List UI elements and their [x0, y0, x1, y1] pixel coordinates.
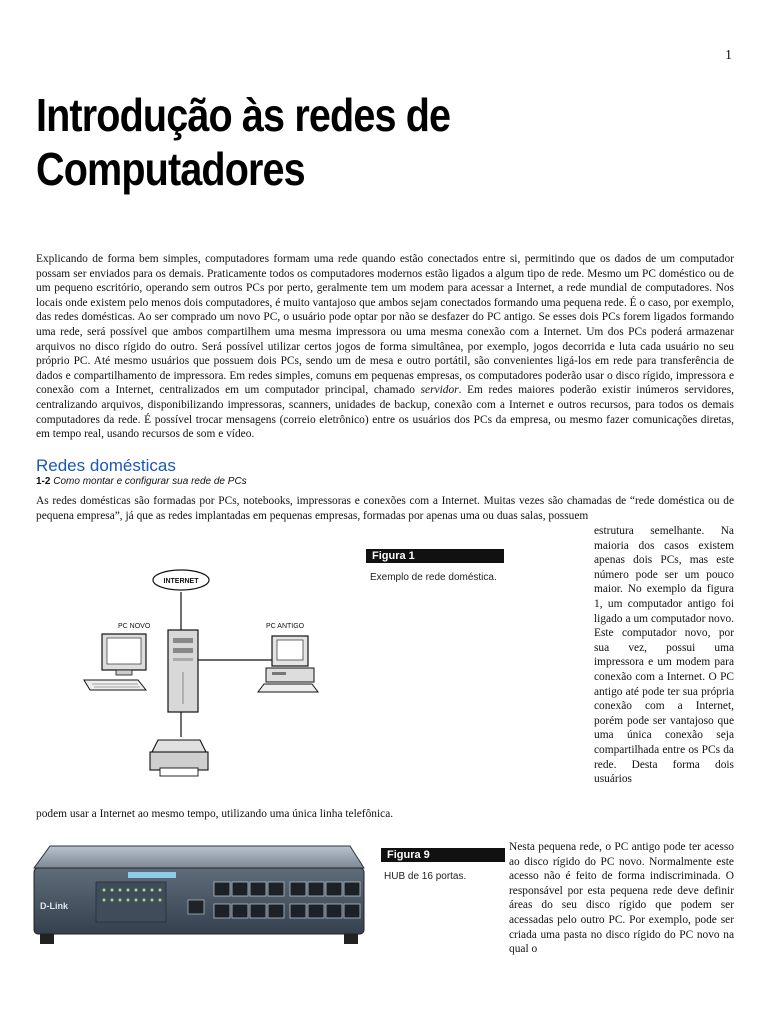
hub-16-ports-image [30, 838, 368, 954]
new-pc-monitor-icon [84, 634, 146, 690]
subsection-number: 1-2 [36, 476, 51, 487]
title-line-1: Introdução às redes de [36, 89, 451, 141]
intro-text-b: . Em redes maiores poderão existir inúmeros servidores, centralizando arquivos, disponibilizando impressoras, scanners, unidades de backup, conexão com a Internet e outros recursos, para todos os demais computadores da rede. É possível trocar mensagens (correio eletrônico) entre os usuários dos PCs da empresa, ou mesmo fazer comunicações diretas, em tempo real, usando recursos de som e vídeo. [36, 384, 734, 441]
old-pc-icon [258, 636, 318, 692]
section-heading: Redes domésticas [36, 456, 176, 475]
page-number: 1 [725, 48, 732, 63]
hub-led-panel [96, 882, 166, 922]
printer-icon [150, 740, 208, 776]
diagram-internet-label: INTERNET [163, 578, 199, 585]
paragraph-home-networks: As redes domésticas são formadas por PCs, notebooks, impressoras e conexões com a Internet. Muitas vezes são chamadas de “rede doméstica ou de pequena empresa”, já que as redes implantadas em pequenas empresas, formadas por apenas uma ou duas salas, possuem [36, 495, 734, 522]
subsection-text: Como montar e configurar sua rede de PCs [53, 476, 247, 487]
column2-text: Nesta pequena rede, o PC antigo pode ter acesso ao disco rígido do PC novo. Normalmente este acesso não é feito de forma indiscriminada. O responsável por esta pequena rede deve definir áreas do seu disco rígido que podem ser acessadas pelo outro PC. Por exemplo, pode ser criada uma pasta no disco rígido do PC novo na qual o [509, 841, 734, 956]
figure1-caption: Exemplo de rede doméstica. [370, 572, 497, 583]
side-column-text: estrutura semelhante. Na maioria dos casos existem apenas dois PCs, mas este número pode ser um pouco maior. No exemplo da figura 1, um computador antigo foi ligado a um computador novo. Este computador novo, por sua vez, possui uma impressora e um modem para conexão com a Internet. O PC antigo até pode ter sua própria conexão com a Internet, porém pode ser vantajoso que uma única conexão seja compartilhada entre os PCs da rede. Desta forma dois usuários [594, 525, 734, 786]
internet-cloud-icon [153, 570, 209, 590]
continuation-line: podem usar a Internet ao mesmo tempo, utilizando uma única linha telefônica. [36, 808, 394, 820]
uplink-port-icon [188, 900, 204, 914]
hub-brand-logo: D-Link [40, 901, 68, 911]
tower-pc-icon [168, 630, 198, 712]
intro-text-a: Explicando de forma bem simples, computadores formam uma rede quando estão conectados entre si, permitindo que os dados de um computador possam ser enviados para os demais. Praticamente todos os computadores modernos estão ligados a algum tipo de rede. Mesmo um PC doméstico ou de um pequeno escritório, operando sem outros PCs por perto, geralmente tem um modem para acessar a Internet, a rede mundial de computadores. Nos locais onde existem pelo menos dois computadores, é muito vantajoso que ambos sejam conectados formando uma pequena rede. É o caso, por exemplo, das redes domésticas. Ao ser comprado um novo PC, o usuário pode optar por não se desfazer do PC antigo. Se esses dois PCs forem ligados formando uma rede, será possível que ambos compartilhem uma mesma impressora ou uma mesma conexão com a Internet. Um dos PCs poderá armazenar arquivos no disco rígido do outro. Será possível utilizar certos jogos de forma simultânea, por exemplo, jogos decorrida e luta cada usuário no seu próprio PC. Até mesmo usuários que possuem dois PCs, sendo um de mesa e outro portátil, são convenientes ligá-los em rede para transferência de dados e compartilhamento de impressora. Em redes simples, comuns em pequenas empresas, os computadores poderão usar o disco rígido, impressora e conexão com a Internet, centralizados em um computador principal, chamado [36, 253, 734, 397]
home-network-diagram [76, 562, 326, 782]
diagram-pc-old-label: PC ANTIGO [266, 623, 305, 630]
diagram-pc-new-label: PC NOVO [118, 623, 151, 630]
subsection-heading [36, 476, 247, 487]
intro-paragraph [36, 252, 734, 442]
page-title [36, 88, 638, 196]
figure9-caption: HUB de 16 portas. [384, 871, 467, 882]
figure9-label: Figura 9 [381, 848, 505, 862]
intro-italic-term: servidor [420, 384, 459, 397]
figure1-label: Figura 1 [366, 549, 504, 563]
title-line-2: Computadores [36, 143, 305, 195]
